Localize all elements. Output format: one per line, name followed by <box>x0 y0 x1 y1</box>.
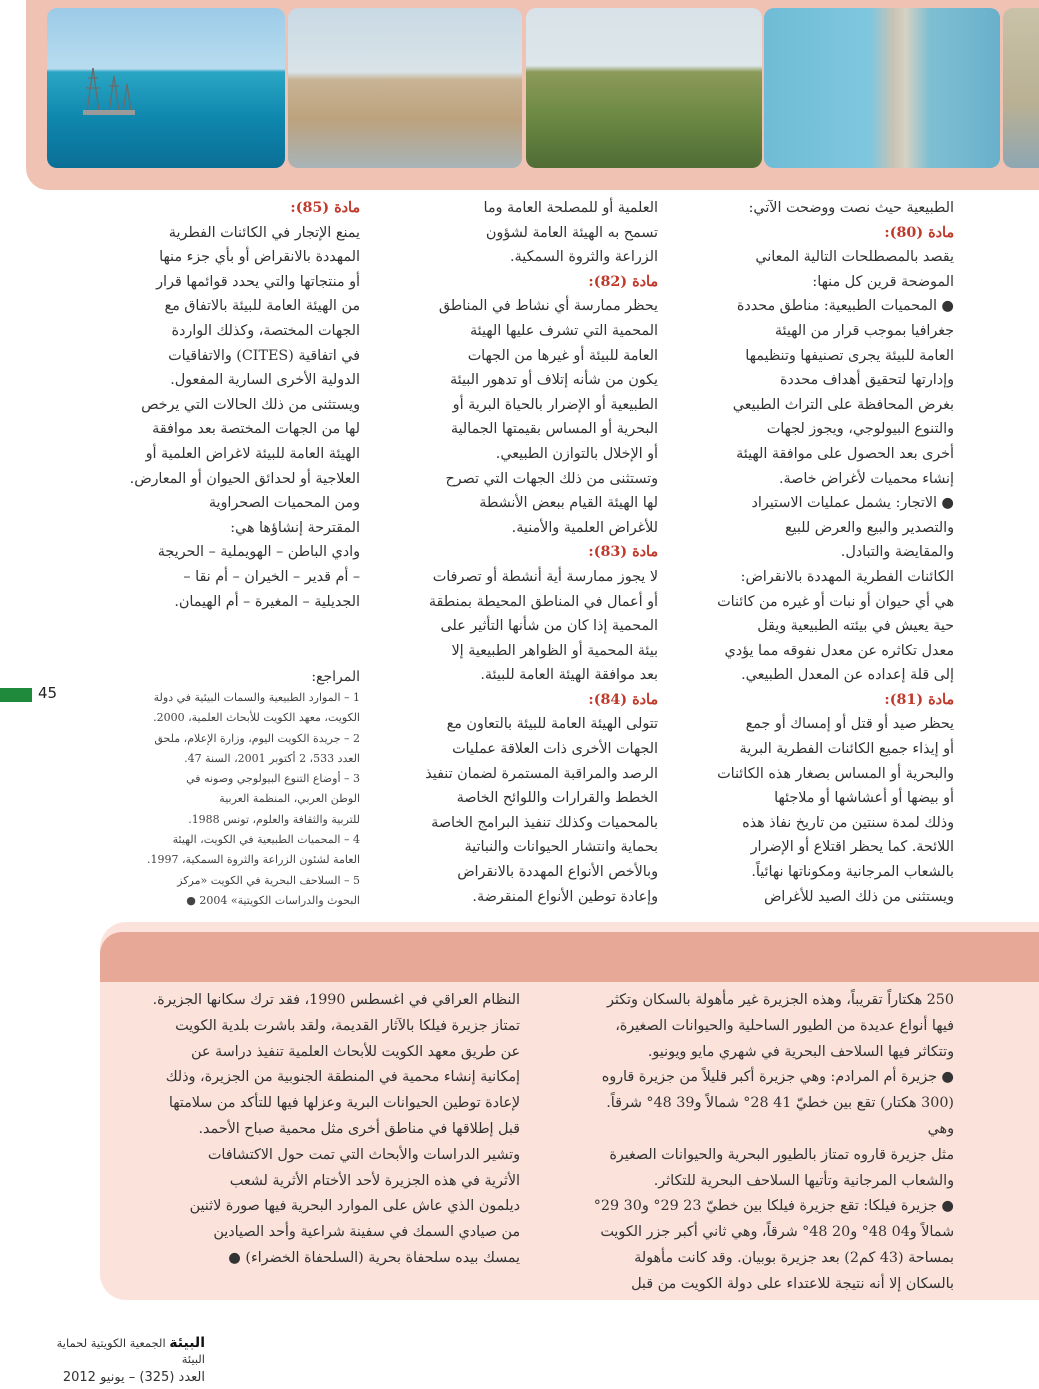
text-line: هي أي حيوان أو نبات أو غيره من كائنات <box>717 593 954 610</box>
reference-line: العدد 533، 2 أكتوبر 2001، السنة 47. <box>184 751 360 765</box>
reference-line: الكويت، معهد الكويت للأبحاث العلمية، 2000. <box>153 711 360 725</box>
article-column-left <box>104 196 360 614</box>
text-line: العامة للبيئة أو غيرها من الجهات <box>467 347 658 364</box>
references-title: المراجع: <box>311 669 360 685</box>
photo-edge <box>1003 8 1039 168</box>
text-line: وذلك لمدة سنتين من تاريخ نفاذ هذه <box>742 814 954 831</box>
text-line: أو إيذاء جميع الكائنات الفطرية البرية <box>739 741 954 758</box>
article-heading: مادة (81): <box>884 691 954 708</box>
sidebar-text-line: تمتاز جزيرة فيلكا بالآثار القديمة، ولقد باشرت بلدية الكويت <box>175 1017 520 1034</box>
text-line: الطبيعية أو الإضرار بالحياة البرية أو <box>452 396 658 413</box>
sidebar-text-line: (300 هكتار) تقع بين خطيّ 41 28° شمالاً و39 48° شرقاً. وهي <box>606 1095 954 1137</box>
text-line: بيئة المحمية أو الظواهر الطبيعية إلا <box>451 642 658 659</box>
text-line: الكائنات الفطرية المهددة بالانقراض: <box>740 568 954 585</box>
reference-line: 3 – أوضاع التنوع البيولوجي وصونه في <box>186 772 360 786</box>
text-line: تتولى الهيئة العامة للبيئة بالتعاون مع <box>446 716 658 733</box>
photo-causeway <box>764 8 1000 168</box>
sidebar-column-left <box>128 988 520 1272</box>
sidebar-text-line: مثل جزيرة قاروه تمتاز بالطيور البحرية والحيوانات الصغيرة <box>609 1146 954 1163</box>
sidebar-text-line: والشعاب المرجانية وتأتيها السلاحف البحرية للتكاثر. <box>653 1172 954 1189</box>
text-line: أو منتجاتها والتي يحدد قوائمها قرار <box>156 273 360 290</box>
sidebar-column-right <box>578 988 954 1298</box>
text-line: تسمح به الهيئة العامة لشؤون <box>485 224 658 241</box>
text-line: والتصدير والبيع والعرض للبيع <box>784 519 954 536</box>
text-line: يكون من شأنه إتلاف أو تدهور البيئة <box>450 372 658 389</box>
text-line: ● الاتجار: يشمل عمليات الاستيراد <box>751 495 954 512</box>
sidebar-text-line: إمكانية إنشاء محمية في المنطقة الجنوبية من الجزيرة، وذلك <box>165 1069 520 1086</box>
text-line: إلى قلة إعداده عن المعدل الطبيعي. <box>741 667 954 684</box>
text-line: العلمية أو للمصلحة العامة وما <box>483 200 658 216</box>
text-line: يقصد بالمصطلحات التالية المعاني <box>755 249 954 266</box>
text-line: العامة للبيئة يجرى تصنيفها وتنظيمها <box>745 347 954 364</box>
reference-line: للتربية والثقافة والعلوم، تونس 1988. <box>188 812 360 826</box>
power-towers-icon <box>77 58 137 118</box>
text-line: إنشاء محميات لأغراض خاصة. <box>778 470 954 487</box>
text-line: وبالأخص الأنواع المهددة بالانقراض <box>457 864 658 881</box>
text-line: أو الإخلال بالتوازن الطبيعي. <box>495 445 658 462</box>
photo-sandy-coast <box>288 8 522 168</box>
text-line: لها الهيئة القيام ببعض الأنشطة <box>479 495 658 512</box>
magazine-name: البيئة <box>169 1335 205 1351</box>
issue-info: العدد (325) – يونيو 2012 <box>62 1370 205 1385</box>
page-number: 45 <box>38 684 58 702</box>
sidebar-header-bar <box>100 932 1039 982</box>
sidebar-text-line: بمساحة (43 كم2) بعد جزيرة بوبيان. وقد كانت مأهولة <box>634 1249 954 1266</box>
reference-line: 2 – جريدة الكويت اليوم، وزارة الإعلام، ملحق <box>154 731 360 745</box>
text-line: المحمية إذا كان من شأنها التأثير على <box>440 618 658 635</box>
text-line: الهيئة العامة للبيئة لاغراض العلمية أو <box>145 445 360 462</box>
text-line: حية يعيش في بيئته الطبيعية ويقل <box>757 618 954 635</box>
text-line: وادي الباطن – الهويملية – الحريجة <box>157 544 360 561</box>
text-line: جغرافيا بموجب قرار من الهيئة <box>774 322 954 339</box>
text-line: الطبيعية حيث نصت ووضحت الآتي: <box>748 200 954 216</box>
sidebar-text-line: يمسك بيده سلحفاة بحرية (السلحفاة الخضراء) ● <box>228 1249 520 1266</box>
text-line: معدل تكاثره عن معدل نفوقه مما يؤدي <box>724 642 954 659</box>
sidebar-text-line: قبل إطلاقها في مناطق أخرى مثل محمية صباح الأحمد. <box>198 1120 520 1137</box>
text-line: أخرى بعد الحصول على موافقة الهيئة <box>736 445 954 462</box>
sidebar-text-line: عن طريق معهد الكويت للأبحاث العلمية تنفيذ دراسة عن <box>191 1043 520 1060</box>
reference-line: البحوث والدراسات الكويتية» 2004 ● <box>186 893 360 907</box>
text-line: لها من الجهات المختصة بعد موافقة <box>152 421 360 438</box>
sidebar-text-line: النظام العراقي في اغسطس 1990، فقد ترك سكانها الجزيرة. <box>152 992 520 1008</box>
sidebar-text-line: شمالاً و04 48° و20 48° شرقاً، وهي ثاني أكبر جزر الكويت <box>600 1224 954 1241</box>
text-line: الزراعة والثروة السمكية. <box>510 249 658 266</box>
text-line: في اتفاقية (CITES) والاتفاقيات <box>168 347 360 364</box>
text-line: بالمحميات وكذلك تنفيذ البرامج الخاصة <box>431 814 658 831</box>
sidebar-text-line: ● جزيرة أم المرادم: وهي جزيرة أكبر قليلاً من جزيرة قاروه <box>601 1069 954 1086</box>
reference-line: 5 – السلاحف البحرية في الكويت «مركز <box>177 873 360 887</box>
text-line: البحرية أو المساس بقيمتها الجمالية <box>450 421 658 438</box>
text-line: يحظر صيد أو قتل أو إمساك أو جمع <box>745 716 954 733</box>
text-line: ويستثنى من ذلك الصيد للأغراض <box>763 888 954 905</box>
text-line: الجهات الأخرى ذات العلاقة عمليات <box>452 741 658 758</box>
text-line: الدولية الأخرى السارية المفعول. <box>170 372 360 389</box>
article-heading: مادة (84): <box>588 691 658 708</box>
article-column-right <box>692 196 954 909</box>
sidebar-text-line: 250 هكتاراً تقريباً، وهذه الجزيرة غير مأهولة بالسكان وتكثر <box>606 992 954 1008</box>
text-line: لا يجوز ممارسة أية أنشطة أو تصرفات <box>432 568 658 585</box>
article-column-middle <box>408 196 658 909</box>
article-heading: مادة (83): <box>588 544 658 561</box>
text-line: بحماية وانتشار الحيوانات والنباتية <box>464 839 658 856</box>
sidebar-text-line: فيها أنواع عديدة من الطيور الساحلية والحيوانات الصغيرة، <box>615 1017 954 1034</box>
sidebar-text-line: الأثرية في هذه الجزيرة لأحد الأختام الأثرية لشعب <box>229 1172 520 1189</box>
footer <box>50 1335 205 1389</box>
text-line: المحمية التي تشرف عليها الهيئة <box>470 322 658 339</box>
sidebar-text-line: لإعادة توطين الحيوانات البرية وعزلها فيها للتأكد من سلامتها <box>168 1095 520 1112</box>
publisher-name: الجمعية الكويتية لحماية البيئة <box>56 1336 205 1366</box>
text-line: بغرض المحافظة على التراث الطبيعي <box>732 396 954 413</box>
text-line: أو أعمال في المناطق المحيطة بمنطقة <box>428 593 658 610</box>
photo-green-marsh <box>526 8 762 168</box>
text-line: – أم قدير – الخيران – أم نقا – <box>183 568 360 585</box>
text-line: ويستثنى من ذلك الحالات التي يرخص <box>141 396 360 413</box>
text-line: بالشعاب المرجانية ومكوناتها نهائياً. <box>751 864 954 881</box>
text-line: أو بيضها أو أعشاشها أو ملاجئها <box>774 790 954 807</box>
sidebar-text-line: بالسكان إلا أنه نتيجة للاعتداء على دولة الكويت من قبل <box>631 1275 954 1292</box>
text-line: المهددة بالانقراض أو بأي جزء منها <box>159 249 360 266</box>
reference-line: 1 – الموارد الطبيعية والسمات البيئية في دولة <box>153 691 360 704</box>
text-line: وإدارتها لتحقيق أهداف محددة <box>779 372 954 389</box>
text-line: الموضحة قرين كل منها: <box>812 273 954 290</box>
text-line: بعد موافقة الهيئة العامة للبيئة. <box>480 667 658 684</box>
text-line: يمنع الإتجار في الكائنات الفطرية <box>168 224 360 241</box>
text-line: والمقايضة والتبادل. <box>840 544 954 561</box>
article-heading: مادة (82): <box>588 273 658 290</box>
article-heading: مادة (80): <box>884 224 954 241</box>
references <box>108 666 360 911</box>
sidebar-text-line: وتتكاثر فيها السلاحف البحرية في شهري مايو ويونيو. <box>647 1043 954 1060</box>
text-line: ومن المحميات الصحراوية <box>208 495 360 512</box>
photo-sea-towers <box>47 8 285 168</box>
text-line: وتستثنى من ذلك الجهات التي تصرح <box>445 470 658 487</box>
reference-line: الوطن العربي، المنظمة العربية <box>219 792 360 806</box>
article-heading: مادة (85): <box>290 200 360 216</box>
reference-line: العامة لشئون الزراعة والثروة السمكية، 1997. <box>147 853 360 867</box>
text-line: والتنوع البيولوجي، ويجوز لجهات <box>766 421 954 438</box>
text-line: المقترحة إنشاؤها هي: <box>230 519 360 536</box>
sidebar-text-line: وتشير الدراسات والأبحاث التي تمت حول الاكتشافات <box>207 1146 520 1163</box>
text-line: الرصد والمراقبة المستمرة لضمان تنفيذ <box>425 765 658 782</box>
text-line: وإعادة توطين الأنواع المنقرضة. <box>472 888 658 905</box>
sidebar-text-line: ديلمون الذي عاش على الموارد البحرية فيها صورة لاثنين <box>189 1198 520 1215</box>
text-line: العلاجية أو لحدائق الحيوان أو المعارض. <box>129 470 360 487</box>
text-line: ● المحميات الطبيعية: مناطق محددة <box>736 298 954 315</box>
sidebar-text-line: من صيادي السمك في سفينة شراعية وأحد الصيادين <box>213 1224 520 1241</box>
text-line: الجهات المختصة، وكذلك الواردة <box>171 322 360 339</box>
text-line: يحظر ممارسة أي نشاط في المناطق <box>438 298 658 315</box>
text-line: للأغراض العلمية والأمنية. <box>511 519 658 536</box>
page-tab-marker <box>0 688 32 702</box>
text-line: الخطط والقرارات واللوائح الخاصة <box>456 790 658 807</box>
text-line: والبحرية أو المساس بصغار هذه الكائنات <box>717 765 954 782</box>
sidebar-text-line: ● جزيرة فيلكا: تقع جزيرة فيلكا بين خطيّ 23 29° و30 29° <box>593 1198 954 1215</box>
reference-line: 4 – المحميات الطبيعية في الكويت، الهيئة <box>172 833 360 847</box>
text-line: الجديلية – المغيرة – أم الهيمان. <box>174 593 360 610</box>
text-line: اللائحة. كما يحظر اقتلاع أو الإضرار <box>750 839 954 856</box>
text-line: من الهيئة العامة للبيئة بالاتفاق مع <box>164 298 360 315</box>
